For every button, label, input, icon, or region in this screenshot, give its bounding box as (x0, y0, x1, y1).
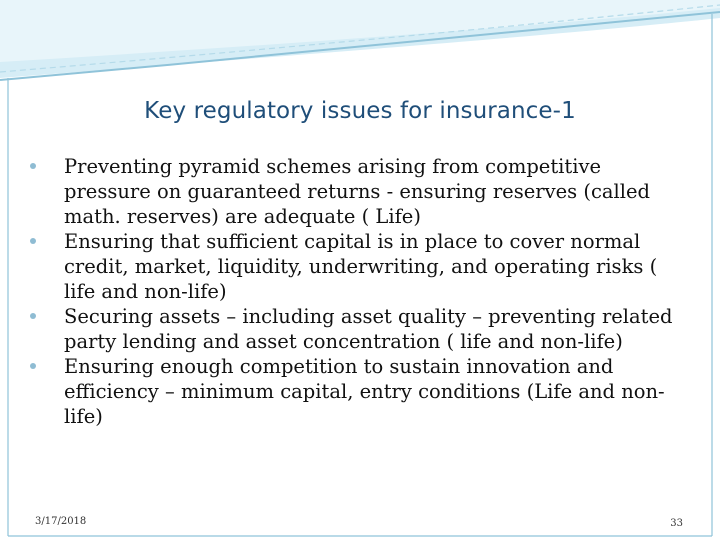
bullet-item (30, 354, 690, 429)
bullet-item (30, 304, 690, 354)
bullet-marker-icon (30, 238, 36, 244)
bullet-item (30, 154, 690, 229)
bullet-marker-icon (30, 163, 36, 169)
footer-date: 3/17/2018 (35, 516, 87, 527)
bullet-text: Ensuring that sufficient capital is in place to cover normal credit, market, liquidity, underwriting, and operating risks ( life and non-life) (64, 230, 658, 303)
bullet-marker-icon (30, 363, 36, 369)
footer-page-number: 33 (670, 518, 683, 529)
bullet-item (30, 229, 690, 304)
bullet-text: Preventing pyramid schemes arising from competitive pressure on guaranteed returns - ensuring reserves (called math. reserves) are adequate ( Life) (64, 155, 650, 228)
header-wave-light (0, 0, 720, 62)
slide-title: Key regulatory issues for insurance-1 (144, 98, 576, 124)
bullet-text: Securing assets – including asset quality – preventing related party lending and asset concentration ( life and non-life) (64, 305, 673, 353)
bullet-list (30, 154, 690, 429)
bullet-text: Ensuring enough competition to sustain innovation and efficiency – minimum capital, entry conditions (Life and non-life) (64, 355, 665, 428)
bullet-marker-icon (30, 313, 36, 319)
